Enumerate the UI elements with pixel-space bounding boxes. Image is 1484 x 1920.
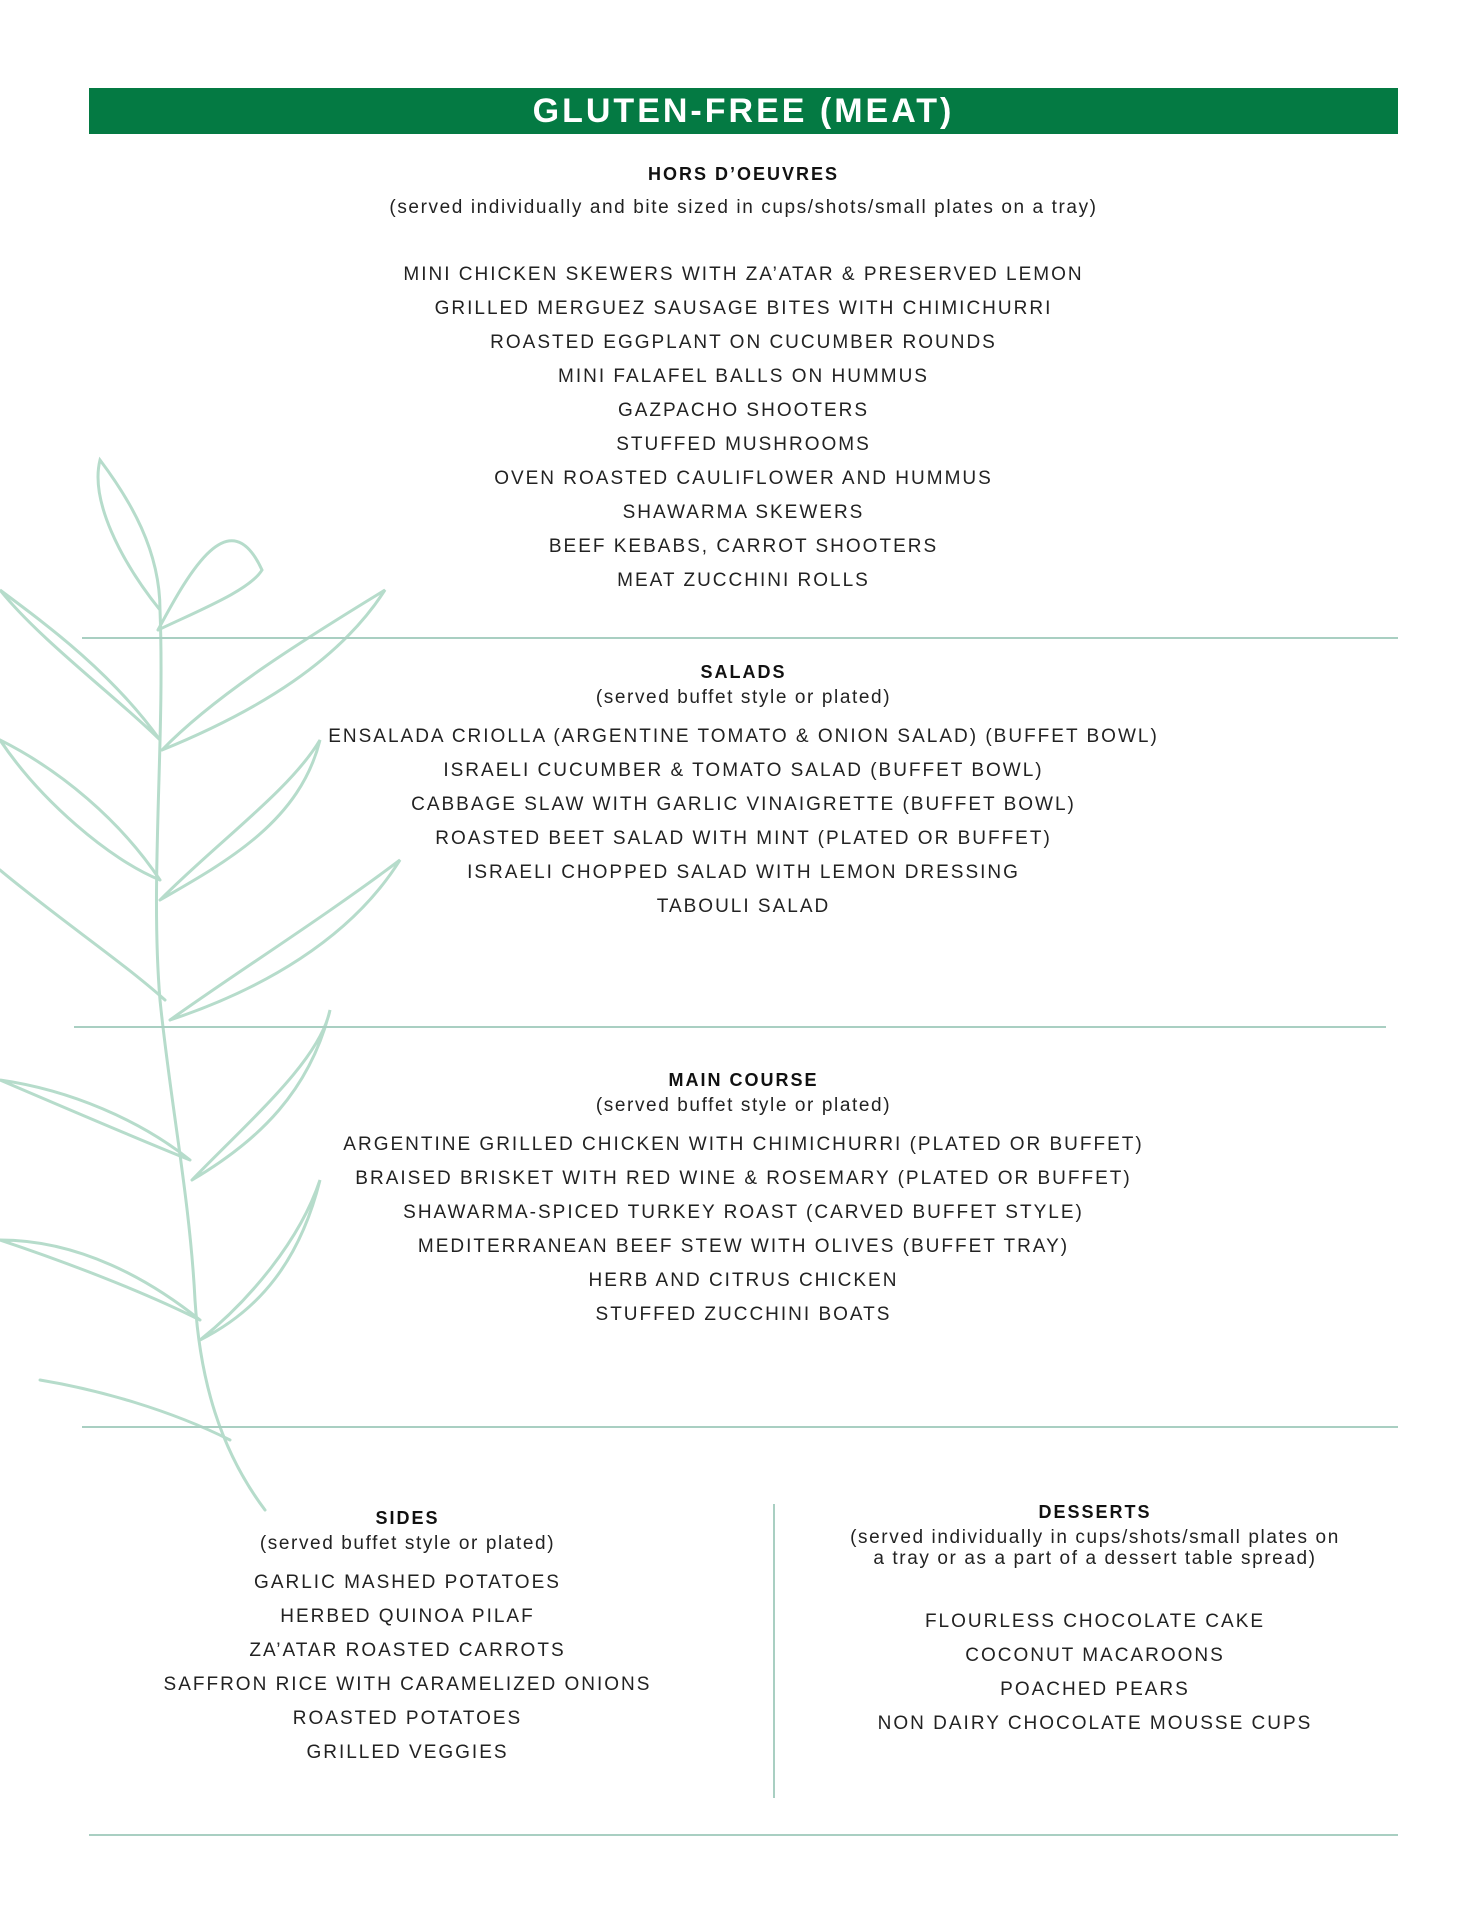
list-item: MINI CHICKEN SKEWERS WITH ZA’ATAR & PRESERVED LEMON (403, 264, 1084, 285)
bottom-divider (89, 1834, 1398, 1836)
list-item: FLOURLESS CHOCOLATE CAKE (924, 1611, 1266, 1632)
sides-list (120, 1566, 695, 1770)
list-item: SHAWARMA SKEWERS (622, 502, 865, 523)
list-item: GRILLED MERGUEZ SAUSAGE BITES WITH CHIMICHURRI (434, 298, 1053, 319)
leaf-branch-illustration (0, 440, 420, 1540)
list-item: MEAT ZUCCHINI ROLLS (617, 570, 870, 591)
salads-heading: SALADS (700, 662, 787, 682)
list-item: MINI FALAFEL BALLS ON HUMMUS (558, 366, 929, 387)
list-item: BRAISED BRISKET WITH RED WINE & ROSEMARY (PLATED OR BUFFET) (355, 1168, 1132, 1189)
hors-doeuvres-subtitle: (served individually and bite sized in cups/shots/small plates on a tray) (389, 197, 1098, 218)
list-item: MEDITERRANEAN BEEF STEW WITH OLIVES (BUFFET TRAY) (417, 1236, 1070, 1257)
list-item: BEEF KEBABS, CARROT SHOOTERS (548, 536, 939, 557)
list-item: SHAWARMA-SPICED TURKEY ROAST (CARVED BUFFET STYLE) (403, 1202, 1084, 1223)
list-item: OVEN ROASTED CAULIFLOWER AND HUMMUS (494, 468, 993, 489)
list-item: ARGENTINE GRILLED CHICKEN WITH CHIMICHURRI (PLATED OR BUFFET) (343, 1134, 1144, 1155)
list-item: GARLIC MASHED POTATOES (254, 1572, 561, 1593)
column-divider (773, 1504, 775, 1798)
list-item: NON DAIRY CHOCOLATE MOUSSE CUPS (877, 1713, 1313, 1734)
list-item: ROASTED POTATOES (292, 1708, 523, 1729)
salads-section (89, 662, 1398, 924)
hors-doeuvres-list (89, 258, 1398, 598)
desserts-list (800, 1605, 1390, 1741)
menu-title-bar (89, 88, 1398, 134)
desserts-heading: DESSERTS (1038, 1502, 1152, 1522)
list-item: ISRAELI CHOPPED SALAD WITH LEMON DRESSING (467, 862, 1020, 883)
desserts-subtitle-line1: (served individually in cups/shots/small plates on (850, 1527, 1340, 1548)
main-course-list (89, 1128, 1398, 1332)
list-item: HERBED QUINOA PILAF (280, 1606, 535, 1627)
section-divider (74, 1026, 1386, 1028)
main-course-section (89, 1070, 1398, 1332)
list-item: COCONUT MACAROONS (965, 1645, 1225, 1666)
desserts-subtitle-line2: a tray or as a part of a dessert table spread) (873, 1548, 1317, 1569)
sides-subtitle: (served buffet style or plated) (259, 1533, 556, 1554)
list-item: STUFFED ZUCCHINI BOATS (595, 1304, 892, 1325)
list-item: GAZPACHO SHOOTERS (617, 400, 870, 421)
section-divider (82, 1426, 1398, 1428)
salads-list (89, 720, 1398, 924)
sides-heading: SIDES (375, 1508, 440, 1528)
desserts-section (800, 1502, 1390, 1741)
list-item: CABBAGE SLAW WITH GARLIC VINAIGRETTE (BUFFET BOWL) (411, 794, 1076, 815)
list-item: TABOULI SALAD (656, 896, 831, 917)
list-item: HERB AND CITRUS CHICKEN (588, 1270, 899, 1291)
list-item: ENSALADA CRIOLLA (ARGENTINE TOMATO & ONION SALAD) (BUFFET BOWL) (328, 726, 1159, 747)
list-item: GRILLED VEGGIES (306, 1742, 509, 1763)
list-item: ROASTED EGGPLANT ON CUCUMBER ROUNDS (490, 332, 997, 353)
main-course-heading: MAIN COURSE (668, 1070, 819, 1090)
salads-subtitle: (served buffet style or plated) (595, 687, 892, 708)
list-item: ROASTED BEET SALAD WITH MINT (PLATED OR BUFFET) (435, 828, 1052, 849)
menu-title: GLUTEN-FREE (MEAT) (532, 92, 955, 130)
sides-section (120, 1508, 695, 1770)
list-item: ISRAELI CUCUMBER & TOMATO SALAD (BUFFET BOWL) (443, 760, 1044, 781)
hors-doeuvres-heading: HORS D’OEUVRES (647, 164, 840, 184)
list-item: SAFFRON RICE WITH CARAMELIZED ONIONS (163, 1674, 652, 1695)
main-course-subtitle: (served buffet style or plated) (595, 1095, 892, 1116)
section-divider (82, 637, 1398, 639)
list-item: POACHED PEARS (1000, 1679, 1190, 1700)
hors-doeuvres-section (89, 164, 1398, 598)
list-item: STUFFED MUSHROOMS (616, 434, 871, 455)
list-item: ZA’ATAR ROASTED CARROTS (249, 1640, 566, 1661)
